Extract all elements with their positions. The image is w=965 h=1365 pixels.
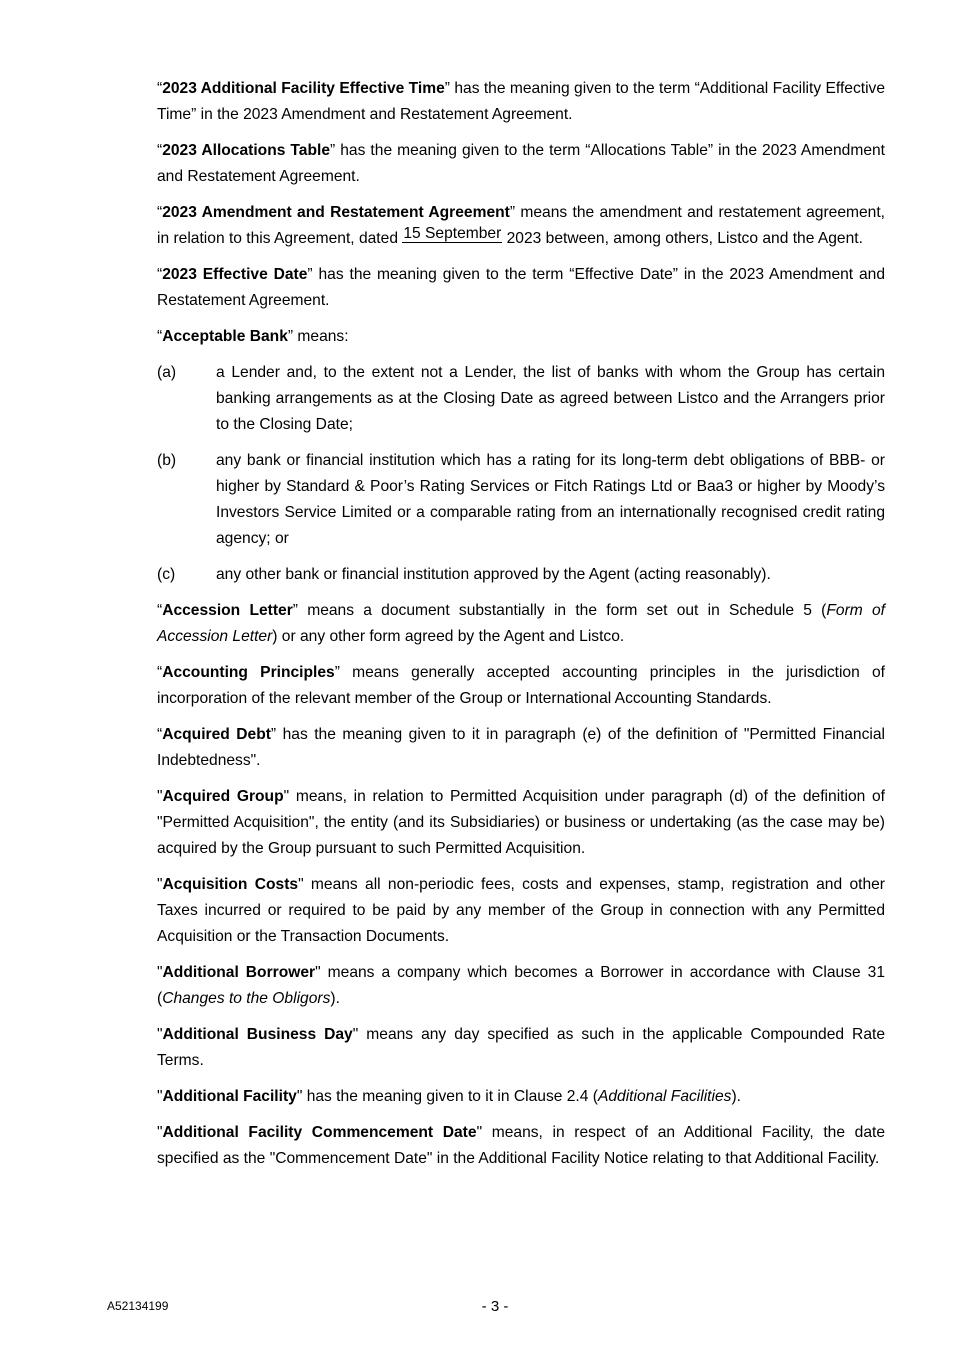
definition-acquired-debt: “Acquired Debt” has the meaning given to it in paragraph (e) of the definition of "Permitted Financial Indebtedness". bbox=[157, 726, 885, 769]
list-item-text: any other bank or financial institution approved by the Agent (acting reasonably). bbox=[216, 566, 771, 583]
definition-2023-allocations-table: “2023 Allocations Table” has the meaning given to the term “Allocations Table” in the 2023 Amendment and Restatement Agreement. bbox=[157, 142, 885, 185]
list-item bbox=[157, 448, 885, 552]
definition-additional-facility: "Additional Facility" has the meaning given to it in Clause 2.4 (Additional Facilities). bbox=[157, 1088, 741, 1105]
list-item-label: (a) bbox=[157, 364, 177, 381]
definition-accession-letter: “Accession Letter” means a document substantially in the form set out in Schedule 5 (Form of Accession Letter) or any other form agreed by the Agent and Listco. bbox=[157, 602, 885, 645]
definition-additional-business-day: "Additional Business Day" means any day specified as such in the applicable Compounded Rate Terms. bbox=[157, 1026, 885, 1069]
list-item bbox=[157, 360, 885, 438]
list-item bbox=[157, 562, 885, 588]
definition-acquired-group: "Acquired Group" means, in relation to Permitted Acquisition under paragraph (d) of the definition of "Permitted Acquisition", the entity (and its Subsidiaries) or business or undertaking (as the case may be) acquired by the Group pursuant to such Permitted Acquisition. bbox=[157, 788, 885, 857]
definition-accounting-principles: “Accounting Principles” means generally accepted accounting principles in the jurisdiction of incorporation of the relevant member of the Group or International Accounting Standards. bbox=[157, 664, 885, 707]
list-item-text: a Lender and, to the extent not a Lender, the list of banks with whom the Group has certain banking arrangements as at the Closing Date as agreed between Listco and the Arrangers prior to the Closing Date; bbox=[216, 364, 885, 433]
list-item-label: (c) bbox=[157, 566, 176, 583]
document-body bbox=[157, 76, 885, 1182]
definition-2023-amendment-restatement-agreement: “2023 Amendment and Restatement Agreement” means the amendment and restatement agreement, in relation to this Agreement, dated 15 September 2023 between, among others, Listco and the Agent. bbox=[157, 204, 885, 247]
definition-2023-effective-date: “2023 Effective Date” has the meaning given to the term “Effective Date” in the 2023 Amendment and Restatement Agreement. bbox=[157, 266, 885, 309]
document-reference: A52134199 bbox=[107, 1299, 169, 1313]
definition-acquisition-costs: "Acquisition Costs" means all non-periodic fees, costs and expenses, stamp, registration and other Taxes incurred or required to be paid by any member of the Group in connection with any Permitted Acquisition or the Transaction Documents. bbox=[157, 876, 885, 945]
page-number: - 3 - bbox=[481, 1298, 509, 1315]
definition-2023-additional-facility-effective-time: “2023 Additional Facility Effective Time” has the meaning given to the term “Additional Facility Effective Time” in the 2023 Amendment and Restatement Agreement. bbox=[157, 80, 886, 123]
definition-acceptable-bank: “Acceptable Bank” means: bbox=[157, 328, 349, 345]
definition-additional-facility-commencement-date: "Additional Facility Commencement Date" means, in respect of an Additional Facility, the date specified as the "Commencement Date" in the Additional Facility Notice relating to that Additional Facility. bbox=[157, 1124, 885, 1167]
list-item-text: any bank or financial institution which has a rating for its long-term debt obligations of BBB- or higher by Standard & Poor’s Rating Services or Fitch Ratings Ltd or Baa3 or higher by Moody’s Investors Service Limited or a comparable rating from an internationally recognised credit rating agency; or bbox=[216, 452, 885, 547]
list-item-label: (b) bbox=[157, 452, 177, 469]
date-field: 15 September bbox=[403, 225, 502, 242]
definition-additional-borrower: "Additional Borrower" means a company which becomes a Borrower in accordance with Clause 31 (Changes to the Obligors). bbox=[157, 964, 885, 1007]
